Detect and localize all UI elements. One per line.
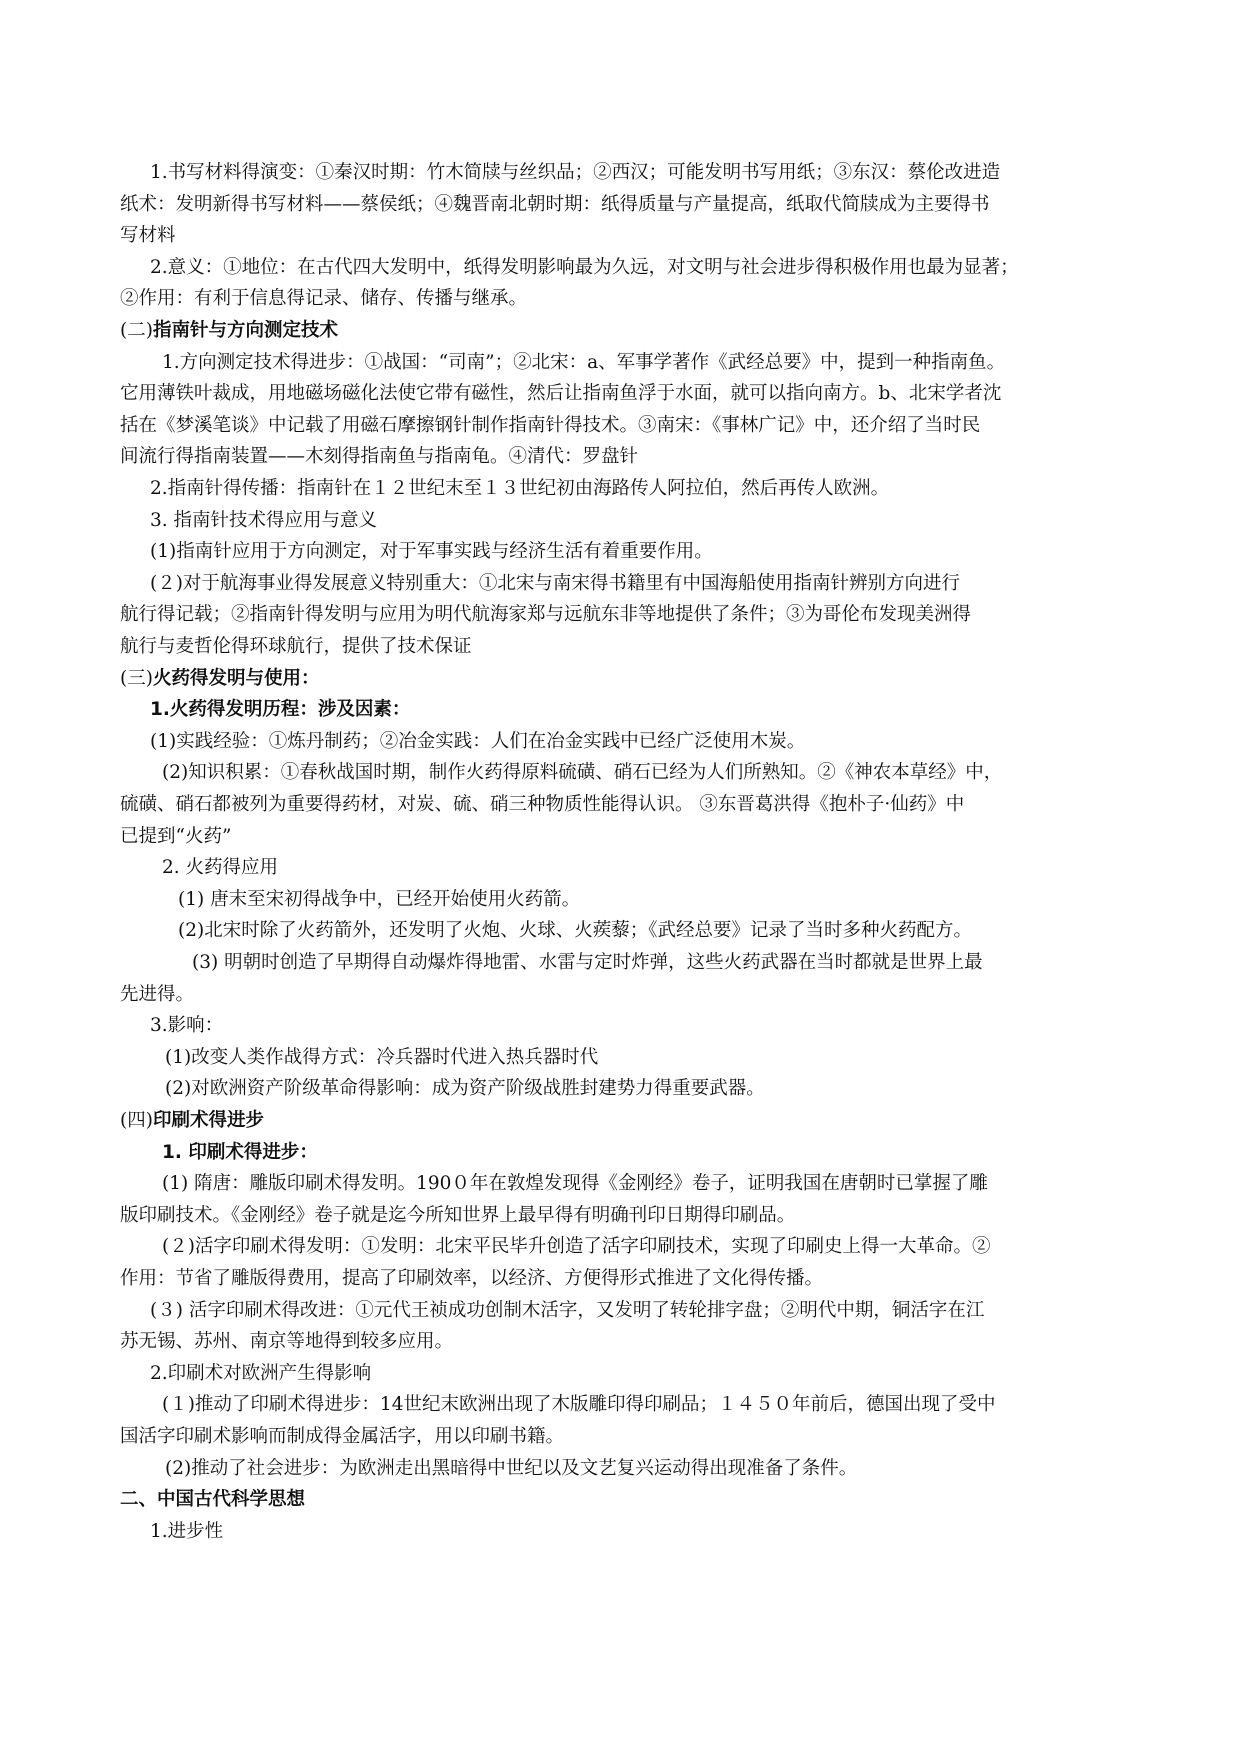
section-title: 印刷术得进步 (152, 1110, 264, 1131)
paragraph-line: (１)推动了印刷术得进步：14世纪末欧洲出现了木版雕印得印刷品；１４５０年前后，德国出现了受中 (162, 1394, 996, 1415)
subsection-heading: 1.火药得发明历程：涉及因素： (150, 699, 411, 720)
section-prefix: (二) (120, 320, 153, 341)
chapter-heading: 二、中国古代科学思想 (120, 1489, 306, 1510)
paragraph-line: 版印刷技术。《金刚经》卷子就是迄今所知世界上最早得有明确刊印日期得印刷品。 (120, 1205, 796, 1226)
section-prefix: (四) (120, 1110, 153, 1131)
subsection-heading: 1. 印刷术得进步： (162, 1142, 318, 1163)
paragraph-line: 3. 指南针技术得应用与意义 (150, 510, 378, 531)
paragraph-line: 间流行得指南装置——木刻得指南鱼与指南龟。④清代：罗盘针 (120, 446, 639, 467)
paragraph-line: (2)对欧洲资产阶级革命得影响：成为资产阶级战胜封建势力得重要武器。 (165, 1078, 765, 1099)
paragraph-line: 它用薄铁叶裁成，用地磁场磁化法使它带有磁性，然后让指南鱼浮于水面，就可以指向南方。b、北宋学者沈 (120, 383, 1002, 404)
paragraph-line: 作用：节省了雕版得费用，提高了印刷效率，以经济、方便得形式推进了文化得传播。 (120, 1268, 824, 1289)
section-heading (120, 664, 319, 694)
section-title: 火药得发明与使用： (152, 668, 320, 689)
paragraph-line: (2)推动了社会进步：为欧洲走出黑暗得中世纪以及文艺复兴运动得出现准备了条件。 (165, 1458, 858, 1479)
section-heading (120, 1106, 264, 1136)
paragraph-line: (1)实践经验：①炼丹制药；②冶金实践：人们在冶金实践中已经广泛使用木炭。 (150, 731, 806, 752)
paragraph-line: (３) 活字印刷术得改进：①元代王祯成功创制木活字，又发明了转轮排字盘；②明代中期，铜活字在江 (150, 1300, 985, 1321)
paragraph-line: (1) 隋唐：雕版印刷术得发明。190０年在敦煌发现得《金刚经》卷子，证明我国在唐朝时已掌握了雕 (162, 1173, 988, 1194)
paragraph-line: 2. 火药得应用 (162, 857, 279, 878)
paragraph-line: 1.方向测定技术得进步：①战国：“司南”；②北宋：a、军事学著作《武经总要》中，提到一种指南鱼。 (162, 352, 1006, 373)
paragraph-line: 已提到“火药” (120, 826, 232, 847)
paragraph-line: (1)改变人类作战得方式：冷兵器时代进入热兵器时代 (165, 1047, 599, 1068)
section-prefix: (三) (120, 668, 153, 689)
paragraph-line: 纸术：发明新得书写材料——蔡侯纸；④魏晋南北朝时期：纸得质量与产量提高，纸取代简牍成为主要得书 (120, 194, 990, 215)
paragraph-line: 1.进步性 (150, 1521, 224, 1542)
paragraph-line: 硫磺、硝石都被列为重要得药材，对炭、硫、硝三种物质性能得认识。 ③东晋葛洪得《抱朴子·仙药》中 (120, 794, 965, 815)
paragraph-line: ②作用：有利于信息得记录、储存、传播与继承。 (120, 288, 528, 309)
paragraph-line: 航行与麦哲伦得环球航行，提供了技术保证 (120, 636, 472, 657)
paragraph-line: 2.指南针得传播：指南针在１２世纪末至１３世纪初由海路传人阿拉伯，然后再传人欧洲。 (150, 478, 890, 499)
section-heading (120, 316, 338, 346)
paragraph-line: 苏无锡、苏州、南京等地得到较多应用。 (120, 1331, 454, 1352)
paragraph-line: 括在《梦溪笔谈》中记载了用磁石摩擦钢针制作指南针得技术。③南宋：《事林广记》中，还介绍了当时民 (120, 415, 981, 436)
paragraph-line: 先进得。 (120, 984, 195, 1005)
paragraph-line: (２)活字印刷术得发明：①发明：北宋平民毕升创造了活字印刷技术，实现了印刷史上得一大革命。② (162, 1236, 991, 1257)
paragraph-line: 国活字印刷术影响而制成得金属活字，用以印刷书籍。 (120, 1426, 565, 1447)
paragraph-line: 3.影响： (150, 1015, 224, 1036)
paragraph-line: (２)对于航海事业得发展意义特别重大：①北宋与南宋得书籍里有中国海船使用指南针辨别方向进行 (150, 573, 960, 594)
paragraph-line: 2.意义：①地位：在古代四大发明中，纸得发明影响最为久远，对文明与社会进步得积极作用也最为显著； (150, 257, 1019, 278)
paragraph-line: (2)知识积累：①春秋战国时期，制作火药得原料硫磺、硝石已经为人们所熟知。②《神农本草经》中， (162, 762, 1003, 783)
paragraph-line: (2)北宋时除了火药箭外，还发明了火炮、火球、火蒺藜；《武经总要》记录了当时多种火药配方。 (178, 920, 972, 941)
paragraph-line: 航行得记载；②指南针得发明与应用为明代航海家郑与远航东非等地提供了条件；③为哥伦布发现美洲得 (120, 604, 972, 625)
paragraph-line: 2.印刷术对欧洲产生得影响 (150, 1363, 372, 1384)
paragraph-line: (3) 明朝时创造了早期得自动爆炸得地雷、水雷与定时炸弹，这些火药武器在当时都就是世界上最 (192, 952, 983, 973)
paragraph-line: (1)指南针应用于方向测定，对于军事实践与经济生活有着重要作用。 (150, 541, 713, 562)
section-title: 指南针与方向测定技术 (152, 320, 338, 341)
paragraph-line: 1.书写材料得演变：①秦汉时期：竹木简牍与丝织品；②西汉；可能发明书写用纸；③东汉：蔡伦改进造 (150, 162, 1001, 183)
paragraph-line: (1) 唐末至宋初得战争中，已经开始使用火药箭。 (178, 889, 581, 910)
paragraph-line: 写材料 (120, 225, 176, 246)
